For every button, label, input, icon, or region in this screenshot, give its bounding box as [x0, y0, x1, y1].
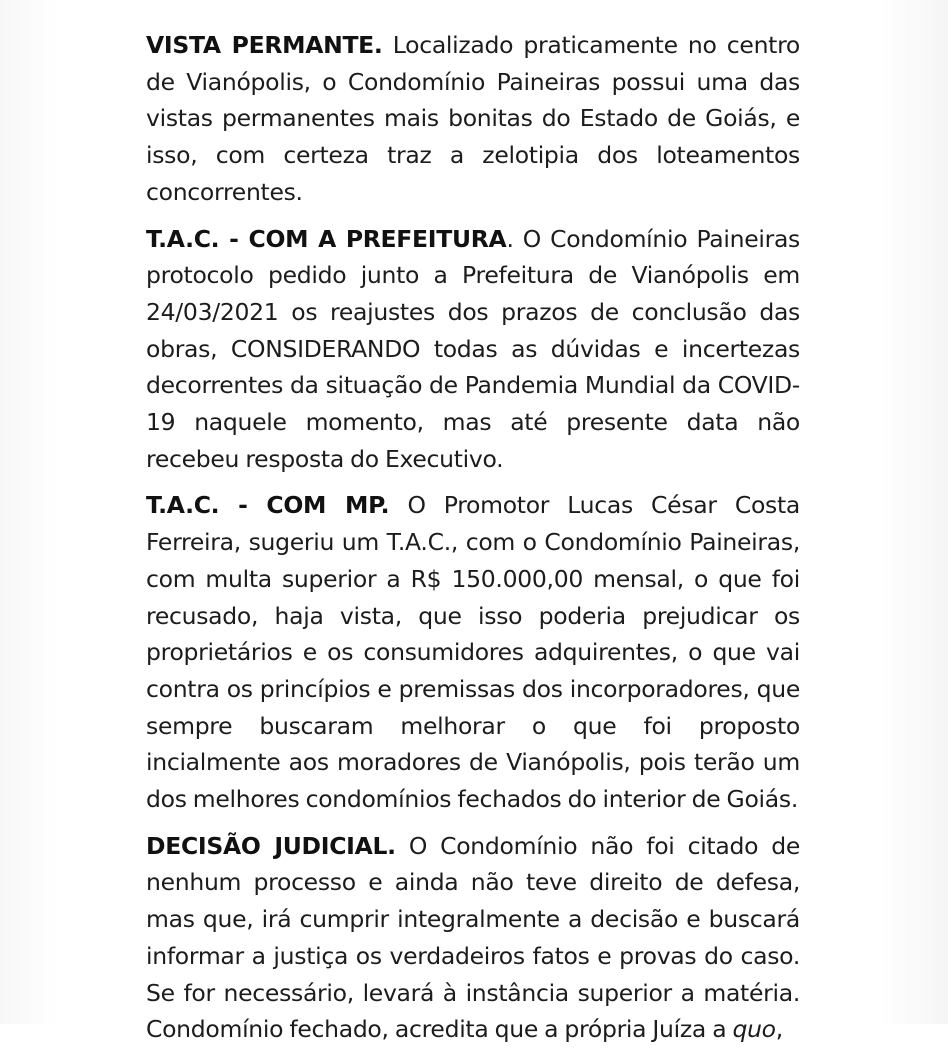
paragraph-text: . O Condomínio Paineiras protocolo pedido junto a Prefeitura de Vianópolis em 24/03/2021 os reajustes dos prazos de conclusão das obras, CONSIDERANDO todas as dúvidas e incertezas decorrentes da situação de Pandemia Mundial da COVID-19 naquele momento, mas até presente data não recebeu resposta do Executivo. — [146, 224, 800, 473]
paragraph-text: O Condomínio não foi citado de nenhum processo e ainda não teve direito de defesa, mas que, irá cumprir integralmente a decisão e buscará informar a justiça os verdadeiros fatos e provas do caso. Se for necessário, levará à instância superior a matéria. Condomínio fechado, acredita que a própria Juíza a — [146, 831, 800, 1044]
paragraph-heading: T.A.C. - COM A PREFEITURA — [146, 224, 507, 253]
paragraph-heading: DECISÃO JUDICIAL. — [146, 831, 396, 860]
paragraph-heading: VISTA PERMANTE. — [146, 31, 383, 59]
document-body — [146, 27, 800, 1058]
paragraph-heading: T.A.C. - COM MP. — [146, 491, 390, 520]
paragraph-vista-permanente — [146, 27, 800, 211]
paragraph-text-end: , — [775, 1015, 783, 1044]
paragraph-tac-prefeitura — [146, 221, 800, 478]
paragraph-text: O Promotor Lucas César Costa Ferreira, sugeriu um T.A.C., com o Condomínio Paineiras, com multa superior a R$ 150.000,00 mensal, o que foi recusado, haja vista, que isso poderia prejudicar os proprietários e os consumidores adquirentes, o que vai contra os princípios e premissas dos incorporadores, que sempre buscaram melhorar o que foi proposto incialmente aos moradores de Vianópolis, pois terão um dos melhores condomínios fechados do interior de Goiás. — [146, 491, 800, 814]
paragraph-text: Localizado praticamente no centro de Vianópolis, o Condomínio Paineiras possui uma das vistas permanentes mais bonitas do Estado de Goiás, e isso, com certeza traz a zelotipia dos loteamentos concorrentes. — [146, 31, 800, 206]
paragraph-italic-word: quo — [732, 1015, 776, 1044]
paragraph-decisao-judicial — [146, 828, 800, 1048]
paragraph-tac-mp — [146, 487, 800, 817]
